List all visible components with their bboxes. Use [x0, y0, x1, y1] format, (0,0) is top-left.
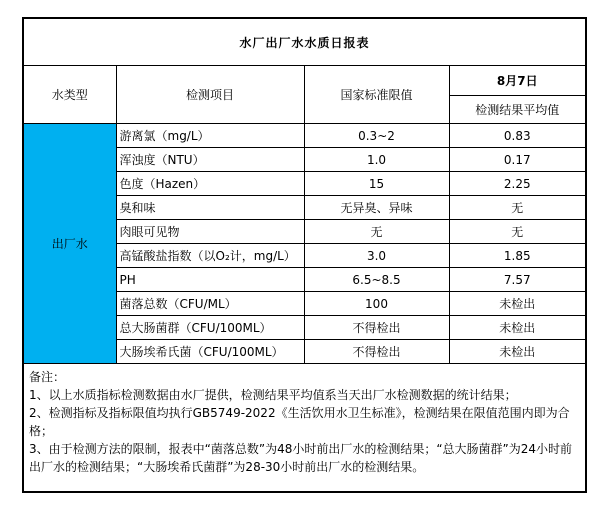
- item-cell: 菌落总数（CFU/ML）: [116, 292, 304, 316]
- item-cell: 总大肠菌群（CFU/100ML）: [116, 316, 304, 340]
- standard-cell: 不得检出: [304, 316, 449, 340]
- note-line: 2、检测指标及指标限值均执行GB5749-2022《生活饮用水卫生标准》，检测结果在限值范围内即为合格；: [29, 406, 570, 438]
- result-cell: 未检出: [449, 292, 586, 316]
- item-cell: 高锰酸盐指数（以O₂计，mg/L）: [116, 244, 304, 268]
- report-title: 水厂出厂水水质日报表: [23, 18, 586, 66]
- standard-cell: 1.0: [304, 148, 449, 172]
- header-water-type: 水类型: [23, 66, 116, 124]
- note-line: 1、以上水质指标检测数据由水厂提供，检测结果平均值系当天出厂水检测数据的统计结果；: [29, 388, 517, 402]
- item-cell: 色度（Hazen）: [116, 172, 304, 196]
- result-cell: 0.83: [449, 124, 586, 148]
- result-cell: 未检出: [449, 316, 586, 340]
- standard-cell: 不得检出: [304, 340, 449, 364]
- title-row: [23, 18, 586, 66]
- item-cell: 游离氯（mg/L）: [116, 124, 304, 148]
- standard-cell: 3.0: [304, 244, 449, 268]
- standard-cell: 100: [304, 292, 449, 316]
- note-line: 3、由于检测方法的限制，报表中“菌落总数”为48小时前出厂水的检测结果；“总大肠菌群”为24小时前出厂水的检测结果；“大肠埃希氏菌群”为28-30小时前出厂水的检测结果。: [29, 442, 573, 474]
- header-date: 8月7日: [449, 66, 586, 96]
- item-cell: 臭和味: [116, 196, 304, 220]
- item-cell: 浑浊度（NTU）: [116, 148, 304, 172]
- result-cell: 无: [449, 196, 586, 220]
- notes-label: 备注：: [29, 370, 66, 384]
- result-cell: 2.25: [449, 172, 586, 196]
- standard-cell: 无异臭、异味: [304, 196, 449, 220]
- result-cell: 未检出: [449, 340, 586, 364]
- header-row: [23, 66, 586, 96]
- header-test-item: 检测项目: [116, 66, 304, 124]
- item-cell: 肉眼可见物: [116, 220, 304, 244]
- notes-row: [23, 364, 586, 493]
- standard-cell: 6.5~8.5: [304, 268, 449, 292]
- water-type-cell: 出厂水: [23, 124, 116, 364]
- header-result-average: 检测结果平均值: [449, 96, 586, 124]
- result-cell: 无: [449, 220, 586, 244]
- standard-cell: 15: [304, 172, 449, 196]
- table-row: [23, 124, 586, 148]
- result-cell: 0.17: [449, 148, 586, 172]
- standard-cell: 无: [304, 220, 449, 244]
- result-cell: 1.85: [449, 244, 586, 268]
- notes-cell: [23, 364, 586, 493]
- item-cell: PH: [116, 268, 304, 292]
- header-national-standard-limit: 国家标准限值: [304, 66, 449, 124]
- standard-cell: 0.3~2: [304, 124, 449, 148]
- item-cell: 大肠埃希氏菌（CFU/100ML）: [116, 340, 304, 364]
- water-quality-report-table: [22, 17, 587, 493]
- result-cell: 7.57: [449, 268, 586, 292]
